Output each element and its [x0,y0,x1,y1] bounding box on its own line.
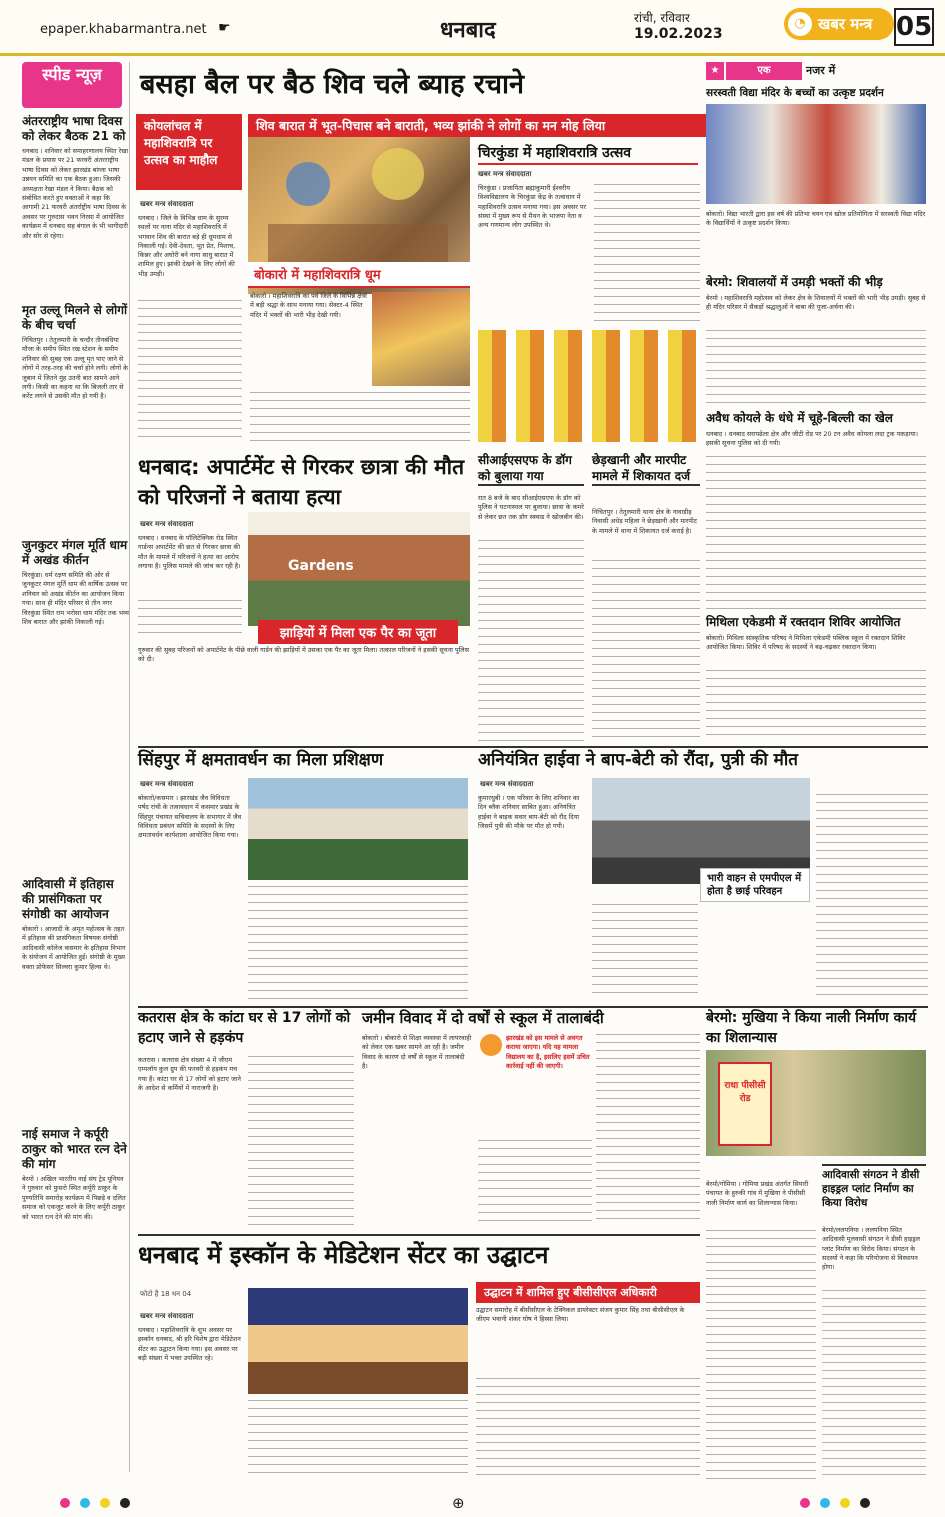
registration-dot [800,1498,810,1508]
building-sign: Gardens [288,558,354,574]
saraswati-headline[interactable]: सरस्वती विद्या मंदिर के बच्चों का उत्कृष्ट प्रदर्शन [706,87,884,99]
speed-item-body: बोकारो । आजादी के अमृत महोत्सव के तहत में इतिहास की प्रासंगिकता विषयक संगोष्ठी आदिवासी कॉलेज कसमार के इतिहास विभाग के संयोजन में आयोजित हुई। संगोष्ठी के मुख्य वक्ता प्रोफेसर सिल्वरा कुमार हिल्स थे। [22,925,126,971]
saraswati-body: बोकारो। विद्या भारती द्वारा इस वर्ष की प्रतिभा चयन एवं खोज प्रतियोगिता में सरस्वती विद्या मंदिर के विद्यार्थियों ने उत्कृष्ट प्रदर्शन किया। [706,210,926,228]
katras-body-continued [248,1056,354,1226]
cisf-body: रात 8 बजे के बाद सीआईएसएफ के डॉग को पुलिस ने घटनास्थल पर बुलाया। छात्रा के कमरे से लेकर छत तक डॉग स्क्वाड ने खोजबीन की। [478,494,584,521]
shivalaya-headline[interactable]: बेरमो: शिवालयों में उमड़ी भक्तों की भीड़ [706,275,883,289]
land-body: बोकारो । बोकारो से शिक्षा व्यवस्था में लापरवाही को लेकर एक खबर सामने आ रही है। जमीन विवाद के कारण दो वर्षों से स्कूल में तालाबंदी है। [362,1034,472,1070]
brand-logo-icon: ◔ [788,12,812,36]
cursor-icon: ☛ [218,20,231,36]
land-quote: झारखंड को इस मामले से अवगत कराया जाएगा। यदि यह मामला विद्यालय का है, इसलिए इसमें उचित कार्रवाई नहीं की जाएगी। [506,1034,590,1070]
speed-item-body: बेरमो । अखिल भारतीय नाई संघ ट्रेड यूनियन ने गुरुवार को फुसरो स्थित कर्पूरी ठाकुर के पुण्यतिथि समारोह कार्यक्रम में पिछड़े व दलित समाज को एकजुट करने के लिए कर्पूरी ठाकुर को भारत रत्न देने की मांग की। [22,1175,126,1221]
speed-item-body: निचितपुर । तेतुलमारी के चन्दौर तीनबंधिया मौजा के समीप स्थित रख स्टेशन के समीप शनिवार की सुबह एक उल्लू मृत पाए जाने से लोगों में तरह-तरह की चर्चा होने लगी। लोगों के जुबान में जितने मुंह उतनी बात सामने आने लगी। किसी का कहना था कि बिजली तार से करेंट लगने से उसकी मौत हो गयी है। [22,336,129,401]
sinhpur-photo [248,778,468,880]
iskcon-photo [248,1288,468,1394]
lead-photo-caption: शिव बारात में भूत-पिचास बने बाराती, भव्य झांकी ने लोगों का मन मोह लिया [248,114,718,137]
chirkunda-photo [478,330,700,442]
sinhpur-body: बोकारो/कसमार । झारखंड जैव विविधता पर्षद रांची के तत्वावधान में कसमार प्रखंड के सिंहपुर पंचायत सचिवालय के सभागार में जैव विविधता प्रबंधन समिति के सदस्यों के लिए क्षमतावर्धन कार्यशाला आयोजित किया गया। [138,794,242,840]
apartment-body: धनबाद । धनबाद के पॉलिटेक्निक रोड स्थित गार्डन्स अपार्टमेंट की छत से गिरकर छात्रा की मौत के मामले में परिजनों ने हत्या का आरोप लगाया है। पुलिस मामले की जांच कर रही है। [138,534,241,570]
mukhiya-headline[interactable]: बेरमो: मुखिया ने किया नाली निर्माण कार्य का शिलान्यास [706,1010,917,1046]
edition-date: 19.02.2023 [634,26,723,42]
iskcon-headline[interactable]: धनबाद में इस्कॉन के मेडिटेशन सेंटर का उद्घाटन [138,1241,549,1269]
molest-headline[interactable]: छेड़खानी और मारपीट मामले में शिकायत दर्ज [592,452,700,486]
speed-news-label: स्पीड न्यूज़ [22,62,122,108]
iskcon-body: धनबाद । महाशिवरात्रि के शुभ अवसर पर इस्कॉन धनबाद, श्री हरि विशेष द्वारा मेडिटेशन सेंटर का उद्घाटन किया गया। इस अवसर पर बड़ी संख्या में भक्त उपस्थित रहे। [138,1326,241,1362]
section-rule [138,1234,700,1236]
mukhiya-body: बेरमो/गोमिया । गोमिया प्रखंड अंतर्गत सियारी पंचायत के हुरुकी गांव में मुखिया ने पीसीसी नाली निर्माण कार्य का शिलान्यास किया। [706,1180,809,1207]
coal-headline[interactable]: अवैध कोयले के धंधे में चूहे-बिल्ली का खेल [706,411,893,425]
cisf-headline[interactable]: सीआईएसएफ के डॉग को बुलाया गया [478,452,584,486]
mukhiya-body-continued [706,1230,816,1480]
chirkunda-headline[interactable]: चिरकुंडा में महाशिवरात्रि उत्सव [478,143,698,165]
molest-body-continued [592,560,700,744]
registration-dot [840,1498,850,1508]
hywa-headline[interactable]: अनियंत्रित हाईवा ने बाप-बेटी को रौंदा, पुत्री की मौत [478,750,798,770]
brand-badge[interactable] [784,8,894,40]
registration-dot [820,1498,830,1508]
apartment-photo [248,512,470,626]
speed-news-column [22,62,130,1472]
bokaro-shiv-photo [372,292,470,386]
apartment-byline: खबर मन्त्र संवाददाता [140,520,194,528]
city-title: धनबाद [440,18,496,43]
place-day: रांची, रविवार [634,11,690,25]
inset-body: बोकारो । महाशिवरात्रि का पर्व जिले के विभिन्न क्षेत्रों में बड़ी श्रद्धा के साथ मनाया गया। सेक्टर-4 स्थित मंदिर में भक्तों की भारी भीड़ देखी गयी। [250,292,367,319]
print-registration-bar [0,1490,945,1517]
speed-item-body: धनबाद । शनिवार को समाहरणालय स्थित रेखा मंडल के प्रयास पर 21 फरवरी अंतरराष्ट्रीय भाषा दिवस को लेकर झारखंड बांग्ला भाषा उन्नयन समिति का एक बैठक हुआ। जिसकी अध्यक्षता रेखा मंडल ने किया। बैठक को संबोधित करते हुए वक्ताओं ने कहा कि आगामी 21 फरवरी अंतर्राष्ट्रीय भाषा दिवस के अवसर पर गुरुदास भवन निरसा में आयोजित कार्यक्रम में धनबाद सह बंगाल के भी भागीदारी और सोर से रहेगा। [22,147,129,240]
registration-dot [100,1498,110,1508]
mukhiya-photo [706,1050,926,1156]
speed-item-title: नाई समाज ने कर्पूरी ठाकुर को भारत रत्न देने की मांग [22,1127,127,1171]
iskcon-body-continued [248,1400,468,1480]
registration-dot [860,1498,870,1508]
lead-body: धनबाद । जिले के विभिन्न धाम के सुरम्य स्थलों पर नाना मंदिर से महाशिवरात्रि में भगवान शिव की बारात बड़े ही धूमधाम से निकाली गई। देवी-देवता, भूत प्रेत, पिशाच, किन्नर और अघोरी बने नागा साधु बारात में शामिल हुए। झांकी देखने के लिए लोगों की भीड़ उमड़ी। [138,214,236,278]
mithila-body: बोकारो। मिथिला सांस्कृतिक परिषद ने मिथिला एकेडमी पब्लिक स्कूल में रक्तदान शिविर आयोजित किया। शिविर में परिषद के सदस्यों ने बढ़-चढ़कर रक्तदान किया। [706,634,906,652]
apartment-caption-body: गुरुवार की सुबह परिजनों को अपार्टमेंट के पीछे वाली गार्डन की झाड़ियों में उसका एक पैर का जूता मिला। तत्काल परिजनों ने इसकी सूचना पुलिस को दी। [138,646,469,664]
shivalaya-body-continued [706,330,926,404]
brand-name: खबर मन्त्र [818,15,873,33]
mithila-body-continued [706,670,926,742]
lead-byline: खबर मन्त्र संवाददाता [140,200,194,208]
lead-headline[interactable]: बसहा बैल पर बैठ शिव चले ब्याह रचाने [140,69,525,100]
hywa-photo-caption: भारी वाहन से एमपीएल में होता है छाई परिवहन [700,868,810,902]
lead-body-columns [250,392,470,444]
iskcon-sub-continued [476,1378,700,1480]
hywa-body-continued [592,904,698,1000]
sinhpur-body-continued [248,886,468,1000]
chirkunda-body: चिरकुंडा । प्रजापिता ब्रह्माकुमारी ईश्वरीय विश्वविद्यालय के चिरकुंडा केंद्र के तत्वाधान में महाशिवरात्रि उत्सव मनाया गया। इस अवसर पर संस्था में मुख्य रूप से मैथन के भाजपा नेता व अन्य गणमान्य लोग उपस्थित थे। [478,184,587,230]
adivasi-body: बेरमो/ललपनिया । ललपनिया स्थित आदिवासी मूलवासी संगठन ने डीसी हाइड्रल प्लांट निर्माण का विरोध किया। संगठन के सदस्यों ने कहा कि परियोजना से विस्थापन होगा। [822,1226,920,1272]
registration-dot [60,1498,70,1508]
tag-ek: एक [726,62,802,80]
speed-item-title: जुनकुटर मंगल मूर्ति धाम में अखंड कीर्तन [22,538,128,567]
foundation-stone-sign: राधा पीसीसी रोड [718,1062,772,1146]
saraswati-photo [706,104,926,204]
tag-nazar: नजर में [806,64,836,77]
apartment-body-continued [138,600,242,640]
land-body-col3 [596,1034,700,1226]
quote-icon [480,1034,502,1056]
inset-caption: बोकारो में महाशिवरात्रि धूम [248,262,470,288]
speed-item-title: आदिवासी में इतिहास की प्रासंगिकता पर संगोष्ठी का आयोजन [22,877,114,921]
registration-dot [80,1498,90,1508]
dateline [634,10,723,42]
molest-body: निचितपुर । तेतुलमारी थाना क्षेत्र के नावाडीह निवासी अधेड़ महिला ने छेड़खानी और मारपीट के मामले में थाना में शिकायत दर्ज कराई है। [592,508,697,535]
lead-subhead: कोयलांचल में महाशिवरात्रि पर उत्सव का माहौल [136,114,242,190]
hywa-byline: खबर मन्त्र संवाददाता [480,780,534,788]
page-number: 05 [894,8,934,46]
chirkunda-body-continued [594,184,700,324]
masthead [0,0,945,56]
shivalaya-body: बेरमो । महाशिवरात्रि महोत्सव को लेकर क्षेत्र के शिवालयों में भक्तों की भारी भीड़ उमड़ी। सुबह से ही मंदिर परिसर में सैकड़ों श्रद्धालुओं ने बाबा की पूजा-अर्चना की। [706,294,926,312]
speed-item-body: चिरकुंडा। धर्म रक्षण समिति की ओर से जुनकुटर मंगल मूर्ति धाम की वार्षिक उत्सव पर शनिवार को अखंड कीर्तन का आयोजन किया गया। साथ ही मंदिर परिसर से तीन नगर चिरकुंडा स्थित राम भरोसा धाम मंदिर तक भव्य शिव बारात और झांकी निकाली गई। [22,571,129,627]
coal-body: धनबाद । धनबाद सरायढेला क्षेत्र और जीटी रोड पर 20 टन अवैध कोयला लदा ट्रक पकड़ाया। इसकी सूचना पुलिस को दी गयी। [706,430,919,448]
mithila-headline[interactable]: मिथिला एकेडमी में रक्तदान शिविर आयोजित [706,615,901,629]
katras-body: कतरास । कतरास क्षेत्र संख्या 4 में जीएम एम्पलॉय कुल ग्रुप की फरवरी से हड़कंप मच गया है। कांटा घर से 17 लोगों को हटाए जाने के आदेश से कर्मियों में नाराजगी है। [138,1056,241,1092]
land-headline[interactable]: जमीन विवाद में दो वर्षों से स्कूल में तालाबंदी [362,1009,604,1027]
iskcon-sub-body: उद्घाटन समारोह में बीसीसीएल के टेक्निकल डायरेक्टर संजय कुमार सिंह तथा बीसीसीएल के जीएम भवानी शंकर घोष ने हिस्सा लिया। [476,1306,685,1324]
katras-headline[interactable]: कतरास क्षेत्र के कांटा घर से 17 लोगों को हटाए जाने से हड़कंप [138,1010,351,1046]
tag-marker-icon: ★ [706,62,724,80]
site-url[interactable]: epaper.khabarmantra.net [40,22,207,37]
crosshair-icon: ⊕ [452,1494,465,1512]
ek-nazar-tag [706,62,926,80]
hywa-body: कुमारधुबी । एक परिवार के लिए शनिवार का दिन ब्लैक शनिवार साबित हुआ। अनियंत्रित हाईवा ने बाइक सवार बाप-बेटी को रौंद दिया जिसमें पुत्री की मौके पर मौत हो गयी। [478,794,580,830]
adivasi-body-continued [822,1290,926,1480]
apartment-headline[interactable]: धनबाद: अपार्टमेंट से गिरकर छात्रा की मौत को परिजनों ने बताया हत्या [138,455,465,509]
chirkunda-byline: खबर मन्त्र संवाददाता [478,170,532,178]
lead-body-continued [138,300,242,440]
hywa-side-column [816,794,928,1000]
iskcon-byline: खबर मन्त्र संवाददाता [140,1312,194,1320]
speed-item-title: अंतरराष्ट्रीय भाषा दिवस को लेकर बैठक 21 को [22,114,126,143]
iskcon-sub-caption: उद्घाटन में शामिल हुए बीसीसीएल अधिकारी [476,1282,700,1303]
land-body-col2 [478,1140,592,1226]
adivasi-headline[interactable]: आदिवासी संगठन ने डीसी हाइड्रल प्लांट निर्माण का किया विरोध [822,1164,926,1210]
cisf-body-continued [478,540,584,744]
iskcon-photo-ref: फोटो है 18 धन 04 [140,1290,192,1298]
sinhpur-headline[interactable]: सिंहपुर में क्षमतावर्धन का मिला प्रशिक्षण [138,750,384,770]
speed-item-title: मृत उल्लू मिलने से लोगों के बीच चर्चा [22,303,128,332]
sinhpur-byline: खबर मन्त्र संवाददाता [140,780,194,788]
coal-body-continued [706,456,926,612]
registration-dot [120,1498,130,1508]
apartment-photo-caption: झाड़ियों में मिला एक पैर का जूता [258,620,458,644]
